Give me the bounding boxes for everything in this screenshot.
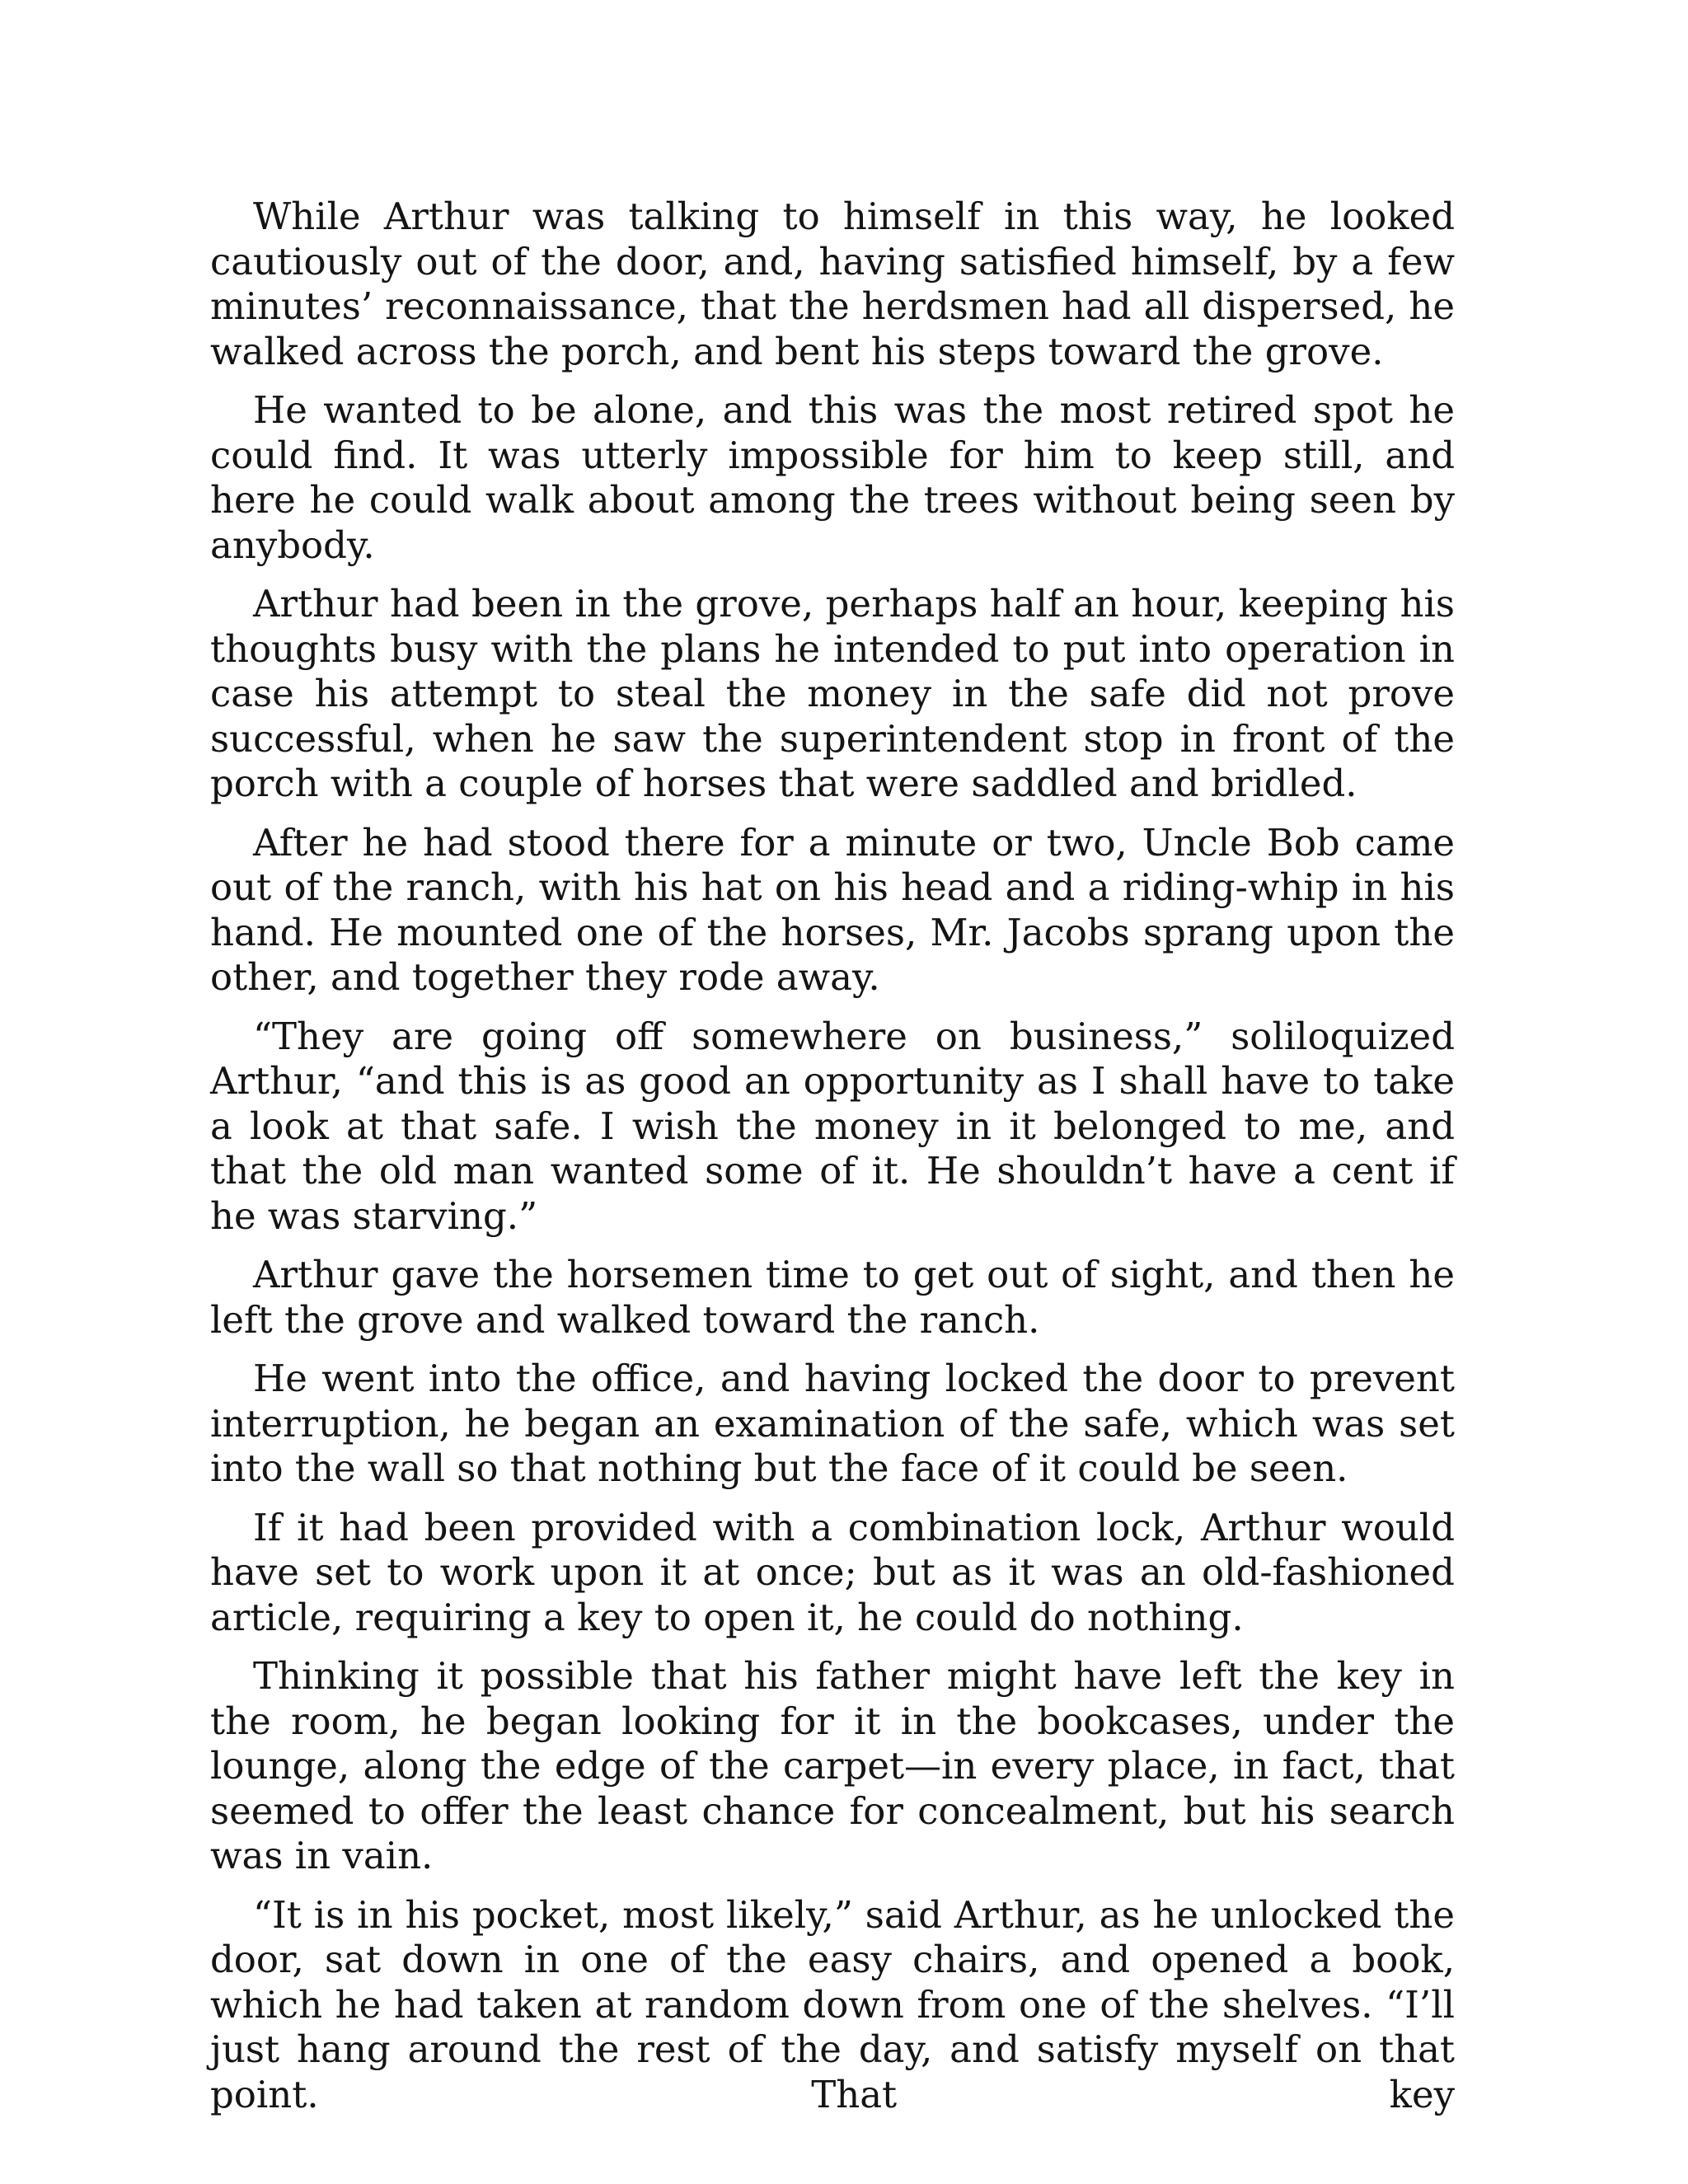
paragraph-5: “They are going off somewhere on business,” soliloquized Arthur, “and this is as good an opportunity as I shall have to take a look at that safe. I wish the money in it belonged to me, and that the old man wanted some of it. He shouldn’t have a cent if he was starving.” [210,1014,1455,1238]
paragraph-1: While Arthur was talking to himself in this way, he looked cautiously out of the door, and, having satisfied himself, by a few minutes’ reconnaissance, that the herdsmen had all dispersed, he walked across the porch, and bent his steps toward the grove. [210,194,1455,373]
paragraph-7: He went into the office, and having locked the door to prevent interruption, he began an examination of the safe, which was set into the wall so that nothing but the face of it could be seen. [210,1357,1455,1490]
paragraph-2: He wanted to be alone, and this was the most retired spot he could find. It was utterly impossible for him to keep still, and here he could walk about among the trees without being seen by anybody. [210,388,1455,567]
paragraph-9: Thinking it possible that his father might have left the key in the room, he began looking for it in the bookcases, under the lounge, along the edge of the carpet—in every place, in fact, that seemed to offer the least chance for concealment, but his search was in vain. [210,1654,1455,1877]
paragraph-6: Arthur gave the horsemen time to get out of sight, and then he left the grove and walked toward the ranch. [210,1253,1455,1342]
paragraph-8: If it had been provided with a combination lock, Arthur would have set to work upon it at once; but as it was an old-fashioned article, requiring a key to open it, he could do nothing. [210,1505,1455,1639]
paragraph-3: Arthur had been in the grove, perhaps half an hour, keeping his thoughts busy with the plans he intended to put into operation in case his attempt to steal the money in the safe did not prove successful, when he saw the superintendent stop in front of the porch with a couple of horses that were saddled and bridled. [210,582,1455,805]
page-body [210,194,1455,2131]
paragraph-4: After he had stood there for a minute or two, Uncle Bob came out of the ranch, with his hat on his head and a riding-whip in his hand. He mounted one of the horses, Mr. Jacobs sprang upon the other, and together they rode away. [210,820,1455,999]
paragraph-10: “It is in his pocket, most likely,” said Arthur, as he unlocked the door, sat down in one of the easy chairs, and opened a book, which he had taken at random down from one of the shelves. “I’ll just hang around the rest of the day, and satisfy myself on that point. That key [210,1892,1455,2116]
